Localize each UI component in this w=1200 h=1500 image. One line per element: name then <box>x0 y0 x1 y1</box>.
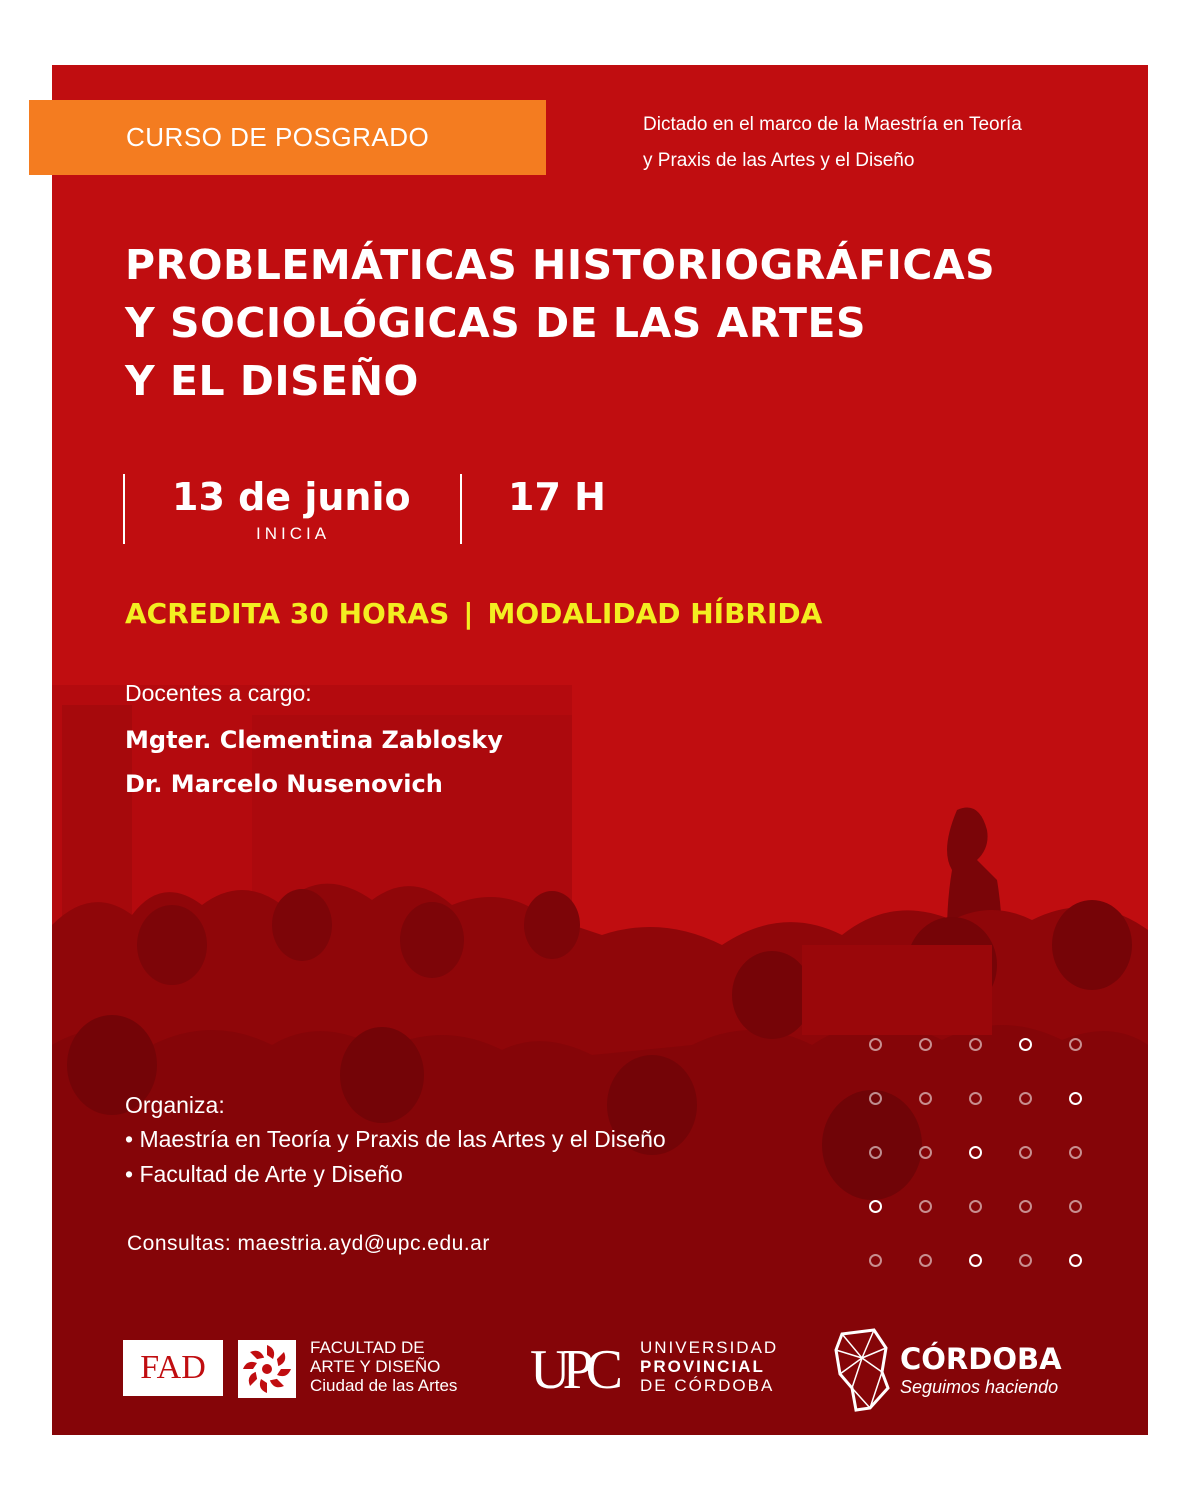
start-date: 13 de junio <box>172 475 411 519</box>
fad-logo-mark: FAD <box>140 1349 206 1386</box>
upc-mark-text: UPC <box>530 1339 615 1398</box>
fad-logo-text <box>310 1338 457 1395</box>
fad-line-3: Ciudad de las Artes <box>310 1376 458 1395</box>
decorative-dot <box>1019 1146 1032 1159</box>
upc-line-3: DE CÓRDOBA <box>640 1376 775 1395</box>
teachers-label: Docentes a cargo: <box>125 680 312 706</box>
start-caption: INICIA <box>256 524 331 543</box>
cordoba-tagline: Seguimos haciendo <box>900 1377 1059 1397</box>
decorative-dot <box>969 1038 982 1051</box>
decorative-dot <box>1069 1092 1082 1105</box>
decorative-dot <box>1019 1038 1032 1051</box>
decorative-dot <box>869 1146 882 1159</box>
title-line-3: Y EL DISEÑO <box>125 357 419 405</box>
decorative-dot <box>1069 1038 1082 1051</box>
accreditation-line <box>125 597 822 630</box>
course-title <box>125 236 1125 410</box>
upc-line-1: UNIVERSIDAD <box>640 1338 779 1357</box>
fad-line-1: FACULTAD DE <box>310 1338 425 1357</box>
decorative-dot <box>919 1146 932 1159</box>
decorative-dot <box>969 1200 982 1213</box>
decorative-dot <box>869 1254 882 1267</box>
upc-logo-mark <box>530 1338 630 1403</box>
decorative-dot <box>869 1092 882 1105</box>
cordoba-title: CÓRDOBA <box>900 1342 1062 1376</box>
decorative-dot <box>919 1254 932 1267</box>
decorative-dot <box>1069 1254 1082 1267</box>
subtitle-line-1: Dictado en el marco de la Maestría en Teoría <box>643 114 1022 135</box>
teacher-name: Mgter. Clementina Zablosky <box>125 726 503 754</box>
decorative-dot <box>969 1146 982 1159</box>
contact-email[interactable]: Consultas: maestria.ayd@upc.edu.ar <box>127 1232 490 1255</box>
accredit-mode: MODALIDAD HÍBRIDA <box>487 597 823 630</box>
decorative-dot <box>969 1254 982 1267</box>
decorative-dot <box>869 1038 882 1051</box>
title-line-2: Y SOCIOLÓGICAS DE LAS ARTES <box>125 299 867 347</box>
decorative-dot <box>969 1092 982 1105</box>
course-type-badge <box>29 100 546 175</box>
decorative-dot <box>1069 1146 1082 1159</box>
fad-spiral-icon <box>238 1340 296 1398</box>
decorative-dot <box>919 1038 932 1051</box>
program-subtitle <box>643 107 1113 179</box>
divider-left <box>123 474 125 544</box>
fad-logo <box>123 1340 223 1396</box>
decorative-dot <box>1019 1200 1032 1213</box>
cordoba-map-icon <box>834 1328 892 1417</box>
title-line-1: PROBLEMÁTICAS HISTORIOGRÁFICAS <box>125 241 996 289</box>
decorative-dot <box>919 1200 932 1213</box>
organizer-item: • Maestría en Teoría y Praxis de las Artes y el Diseño <box>125 1126 666 1152</box>
accredit-separator: | <box>463 597 474 630</box>
organizers-label: Organiza: <box>125 1092 225 1118</box>
start-hour: 17 H <box>508 475 606 519</box>
subtitle-line-2: y Praxis de las Artes y el Diseño <box>643 150 915 171</box>
divider-middle <box>460 474 462 544</box>
decorative-dot <box>1019 1254 1032 1267</box>
decorative-dot <box>919 1092 932 1105</box>
accredit-hours: ACREDITA 30 HORAS <box>125 597 450 630</box>
upc-logo-text <box>640 1338 778 1395</box>
teacher-name: Dr. Marcelo Nusenovich <box>125 770 443 798</box>
upc-line-2: PROVINCIAL <box>640 1357 765 1376</box>
organizer-item: • Facultad de Arte y Diseño <box>125 1161 403 1187</box>
decorative-dot <box>1019 1092 1032 1105</box>
fad-line-2: ARTE Y DISEÑO <box>310 1357 441 1376</box>
course-type-label: CURSO DE POSGRADO <box>126 122 430 152</box>
decorative-dot <box>1069 1200 1082 1213</box>
decorative-dot <box>869 1200 882 1213</box>
